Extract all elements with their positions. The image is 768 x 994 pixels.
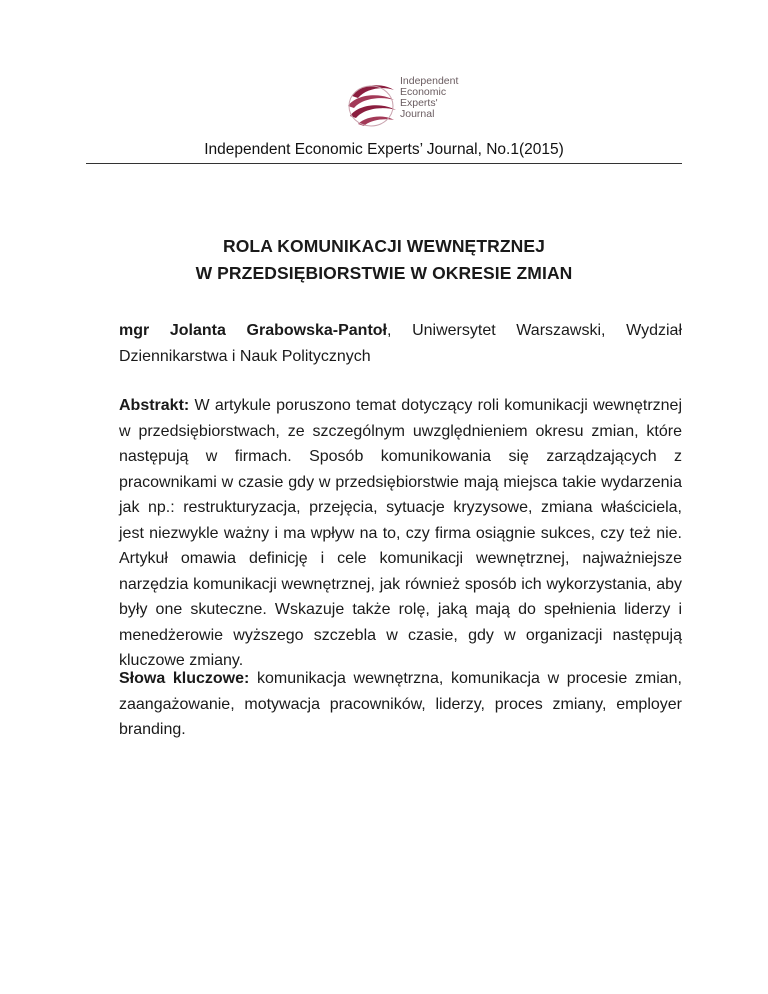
logo-line: Experts' bbox=[400, 97, 438, 109]
journal-logo bbox=[344, 74, 494, 134]
author-affiliation: , Uniwersytet Warszawski, Wydział Dziennikarstwa i Nauk Politycznych bbox=[119, 322, 682, 365]
journal-logo-text bbox=[400, 76, 458, 120]
title-line-1: ROLA KOMUNIKACJI WEWNĘTRZNEJ bbox=[222, 236, 545, 256]
journal-logo-mark-icon bbox=[344, 80, 398, 130]
header-divider bbox=[86, 163, 682, 164]
abstract bbox=[119, 393, 682, 674]
journal-header: Independent Economic Experts’ Journal, No.1(2015) bbox=[204, 141, 564, 158]
logo-line: Independent bbox=[400, 75, 459, 87]
abstract-text: W artykule poruszono temat dotyczący roli komunikacji wewnętrznej w przedsiębiorstwach, ze szczególnym uwzględnieniem okresu zmian, które następują w firmach. Sposób komunikowania się zarządzających z pracownikami w czasie gdy w przedsiębiorstwie mają miejsca takie wydarzenia jak np.: restrukturyzacja, przejęcia, sytuacje kryzysowe, zmiana właściciela, jest niezwykle ważny i ma wpływ na to, czy firma osiągnie sukces, czy też nie. Artykuł omawia definicję i cele komunikacji wewnętrznej, najważniejsze narzędzia komunikacji wewnętrznej, jak również sposób ich wykorzystania, aby były one skuteczne. Wskazuje także rolę, jaką mają do spełnienia liderzy i menedżerowie wyższego szczebla w czasie, gdy w organizacji następują kluczowe zmiany. bbox=[119, 397, 682, 669]
article-title bbox=[86, 233, 682, 287]
author-info bbox=[119, 318, 682, 369]
keywords-text: komunikacja wewnętrzna, komunikacja w procesie zmian, zaangażowanie, motywacja pracowników, liderzy, proces zmiany, employer branding. bbox=[119, 670, 683, 738]
abstract-label: Abstrakt: bbox=[119, 397, 190, 414]
title-line-2: W PRZEDSIĘBIORSTWIE W OKRESIE ZMIAN bbox=[195, 263, 573, 283]
keywords-label: Słowa kluczowe: bbox=[119, 670, 250, 687]
logo-line: Journal bbox=[400, 108, 435, 120]
logo-line: Economic bbox=[400, 86, 447, 98]
keywords bbox=[119, 666, 682, 743]
author-name: mgr Jolanta Grabowska-Pantoł bbox=[119, 322, 387, 339]
